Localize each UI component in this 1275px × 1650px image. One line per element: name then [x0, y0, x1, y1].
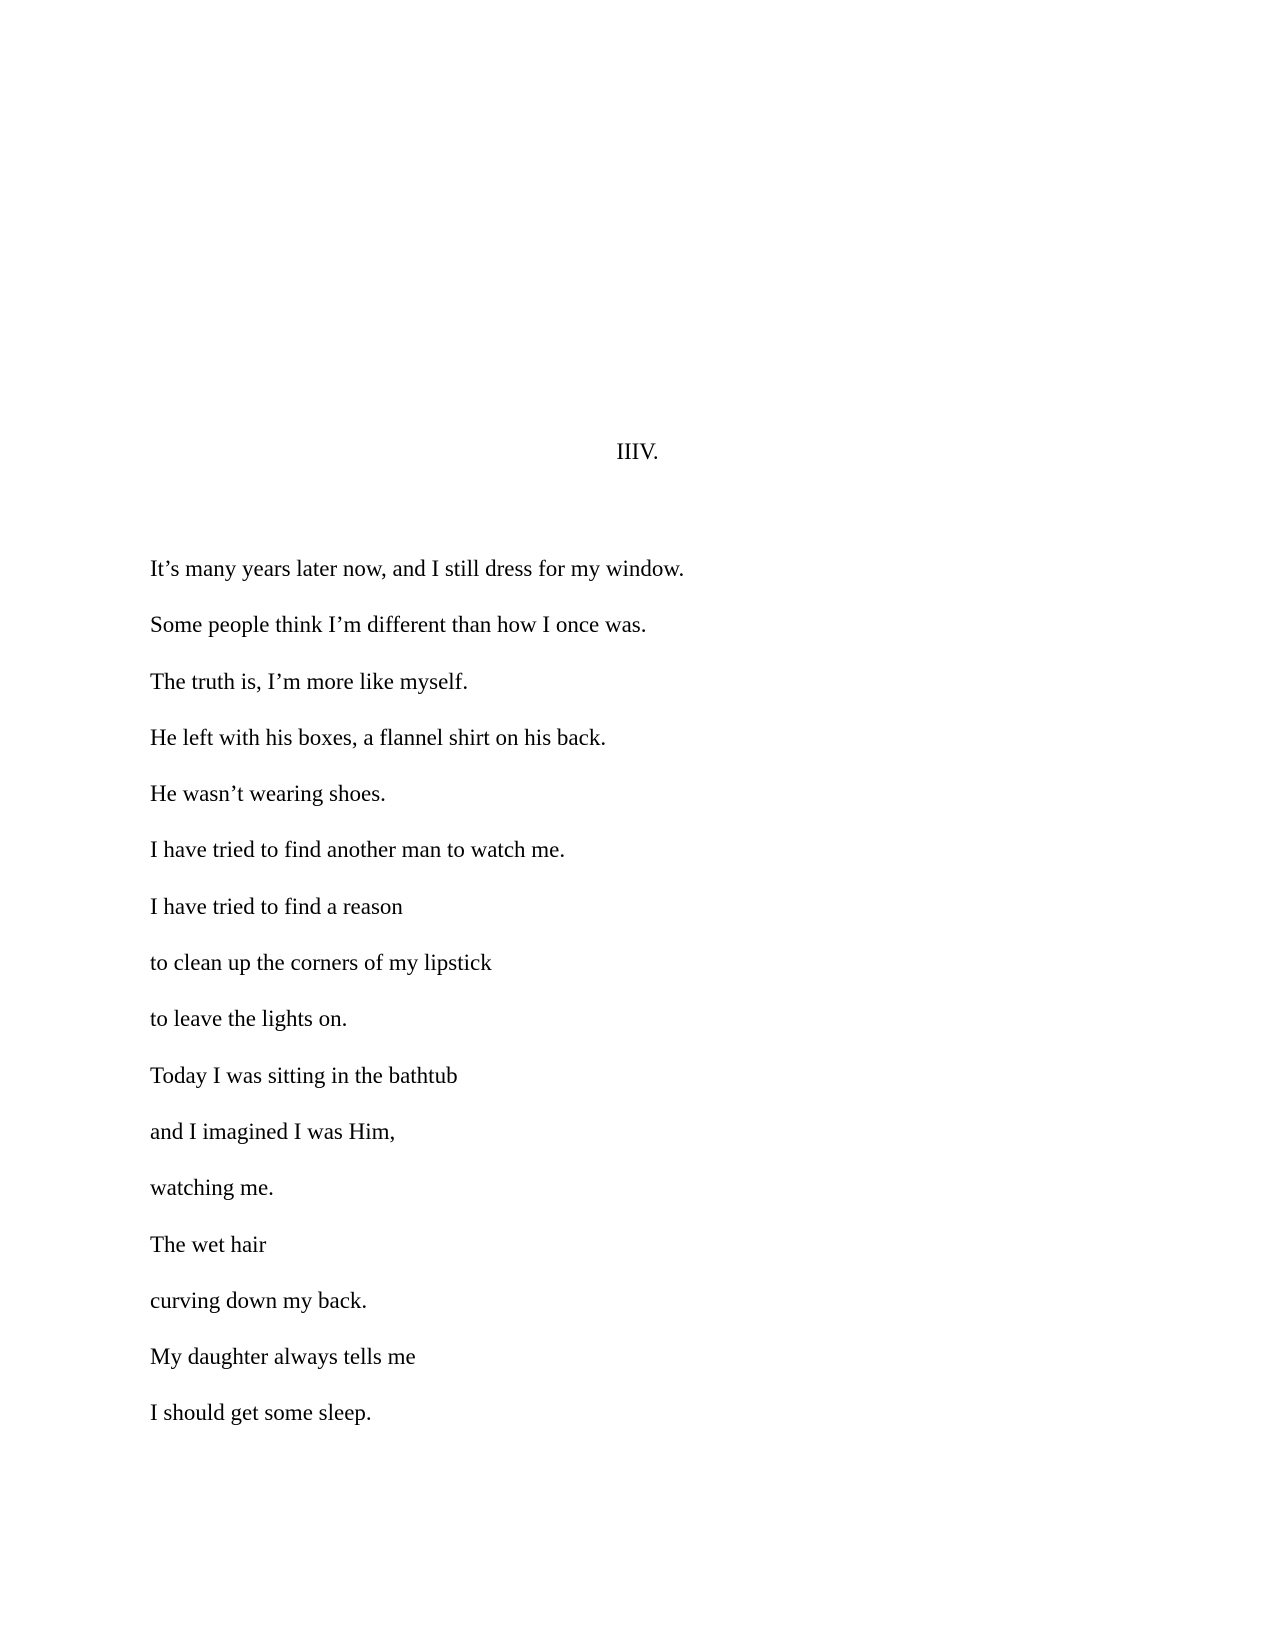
- poem-line: and I imagined I was Him,: [150, 1118, 396, 1144]
- poem-line: Some people think I’m different than how I once was.: [150, 612, 647, 638]
- poem-line: My daughter always tells me: [150, 1344, 416, 1370]
- poem-line: I have tried to find another man to watch me.: [150, 837, 566, 863]
- poem-line: The wet hair: [150, 1231, 267, 1257]
- poem-line: I should get some sleep.: [150, 1400, 372, 1426]
- section-heading: [0, 438, 1275, 466]
- poem-line: The truth is, I’m more like myself.: [150, 668, 469, 694]
- poem-line: It’s many years later now, and I still dress for my window.: [150, 556, 685, 581]
- poem-line: to leave the lights on.: [150, 1006, 348, 1032]
- poem-line: I have tried to find a reason: [150, 893, 403, 919]
- poem-line: He wasn’t wearing shoes.: [150, 781, 386, 807]
- poem-body: [150, 555, 1150, 1456]
- poem-line: Today I was sitting in the bathtub: [150, 1062, 458, 1088]
- poem-line: watching me.: [150, 1175, 274, 1201]
- poem-line: He left with his boxes, a flannel shirt on his back.: [150, 724, 607, 750]
- section-heading-text: IIIV.: [616, 439, 659, 464]
- poem-line: to clean up the corners of my lipstick: [150, 950, 492, 976]
- poem-line: curving down my back.: [150, 1287, 368, 1313]
